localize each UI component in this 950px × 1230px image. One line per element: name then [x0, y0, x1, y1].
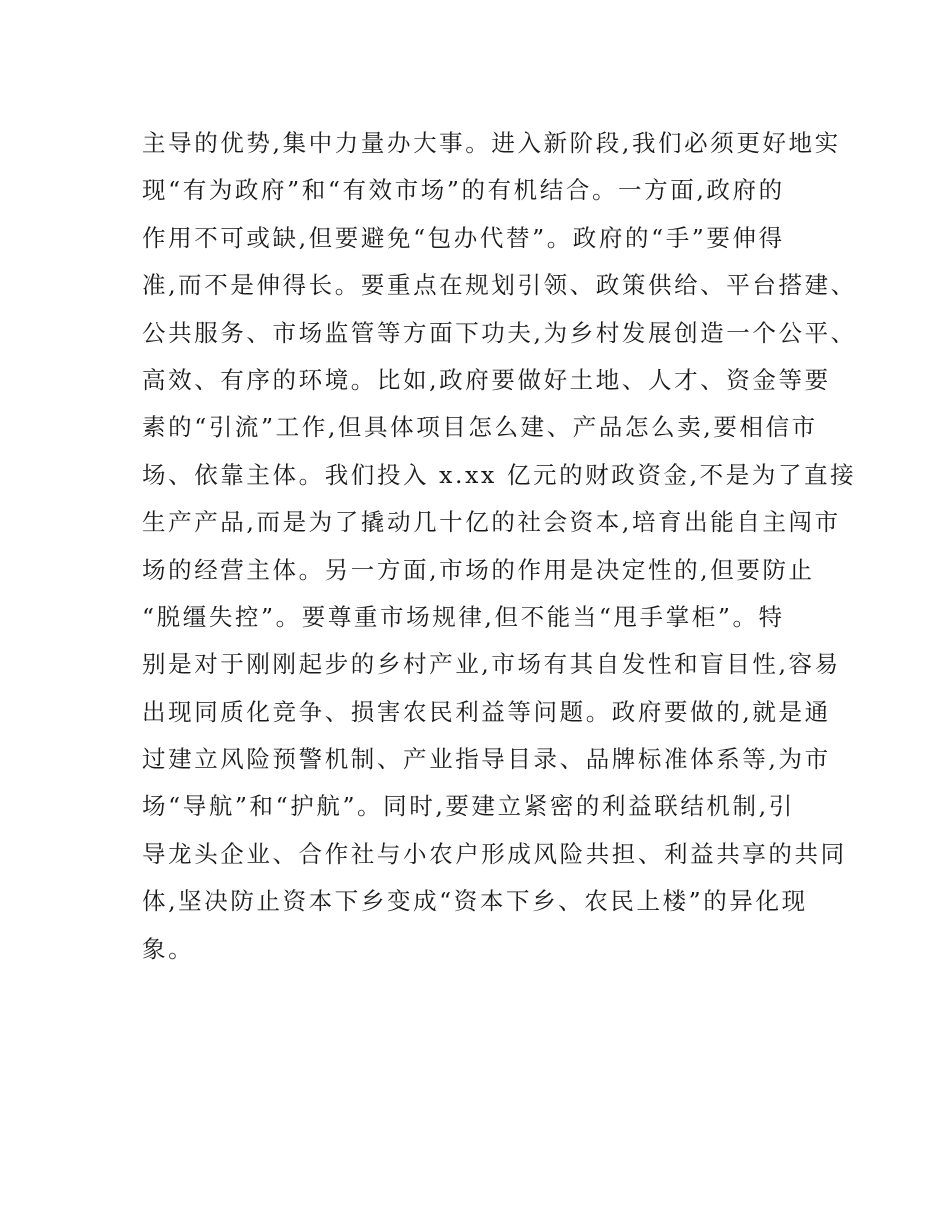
paragraph-line: 场的经营主体。另一方面,市场的作用是决定性的,但要防止	[142, 555, 815, 584]
paragraph-line: 素的“引流”工作,但具体项目怎么建、产品怎么卖,要相信市	[142, 413, 818, 442]
paragraph-line: “脱缰失控”。要尊重市场规律,但不能当“甩手掌柜”。特	[142, 602, 785, 631]
paragraph-line: 作用不可或缺,但要避免“包办代替”。政府的“手”要伸得	[142, 223, 785, 252]
paragraph-line: 体,坚决防止资本下乡变成“资本下乡、农民上楼”的异化现	[142, 887, 808, 916]
paragraph-line: 导龙头企业、合作社与小农户形成风险共担、利益共享的共同	[142, 839, 847, 868]
paragraph-line: 主导的优势,集中力量办大事。进入新阶段,我们必须更好地实	[142, 129, 841, 157]
paragraph-line: 场“导航”和“护航”。同时,要建立紧密的利益联结机制,引	[142, 792, 795, 821]
paragraph-line: 现“有为政府”和“有效市场”的有机结合。一方面,政府的	[142, 176, 785, 205]
paragraph-line: 生产产品,而是为了撬动几十亿的社会资本,培育出能自主闯市	[142, 508, 841, 537]
paragraph-line: 出现同质化竞争、损害农民利益等问题。政府要做的,就是通	[142, 697, 831, 726]
paragraph-line: 高效、有序的环境。比如,政府要做好土地、人才、资金等要	[142, 365, 831, 394]
paragraph-line: 公共服务、市场监管等方面下功夫,为乡村发展创造一个公平、	[142, 318, 857, 347]
paragraph-line: 过建立风险预警机制、产业指导目录、品牌标准体系等,为市	[142, 745, 831, 774]
paragraph-line: 场、依靠主体。我们投入 x.xx 亿元的财政资金,不是为了直接	[142, 460, 857, 489]
paragraph-line: 象。	[142, 934, 195, 963]
body-paragraph	[142, 120, 857, 973]
paragraph-line: 别是对于刚刚起步的乡村产业,市场有其自发性和盲目性,容易	[142, 650, 841, 679]
paragraph-line: 准,而不是伸得长。要重点在规划引领、政策供给、平台搭建、	[142, 271, 857, 300]
